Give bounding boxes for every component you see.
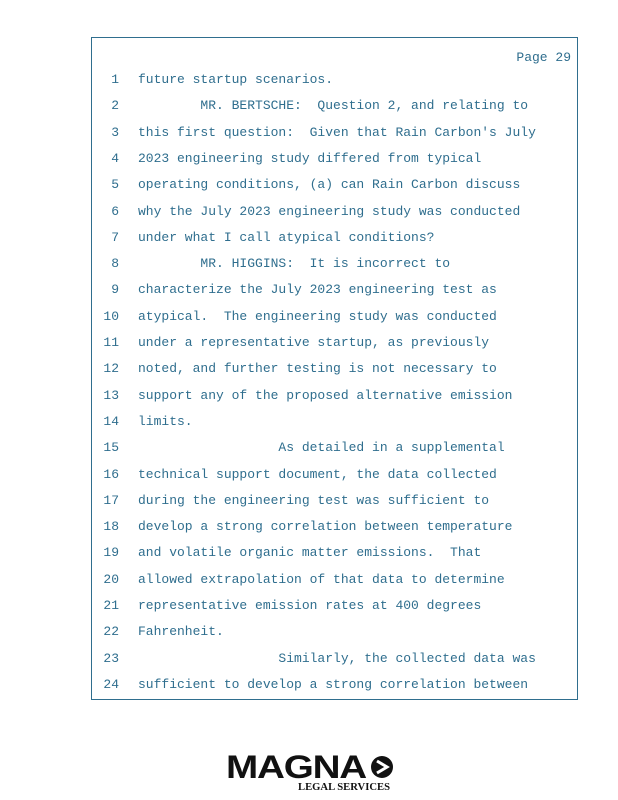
line-number: 19 bbox=[103, 545, 119, 561]
logo-wordmark: MAGNA bbox=[226, 750, 368, 785]
line-text: MR. BERTSCHE: Question 2, and relating to bbox=[138, 98, 529, 114]
line-number: 18 bbox=[103, 519, 119, 535]
line-text: 2023 engineering study differed from typical bbox=[138, 150, 482, 166]
transcript-line bbox=[92, 309, 577, 335]
transcript-line bbox=[92, 677, 577, 703]
line-text: representative emission rates at 400 degrees bbox=[138, 598, 482, 613]
line-text: limits. bbox=[138, 413, 193, 429]
transcript-line bbox=[92, 282, 577, 308]
line-text: MR. HIGGINS: It is incorrect to bbox=[138, 256, 451, 272]
line-number: 22 bbox=[103, 624, 119, 640]
line-number: 20 bbox=[103, 571, 119, 587]
line-number: 12 bbox=[103, 361, 119, 377]
transcript-page-frame bbox=[91, 37, 578, 700]
transcript-line bbox=[92, 467, 577, 493]
transcript-line bbox=[92, 98, 577, 124]
logo-tagline: LEGAL SERVICES bbox=[298, 782, 391, 792]
line-number: 6 bbox=[111, 203, 119, 219]
line-text: Similarly, the collected data was bbox=[138, 650, 536, 666]
line-text: Fahrenheit. bbox=[138, 624, 224, 640]
line-text: support any of the proposed alternative emission bbox=[138, 387, 513, 403]
line-number: 1 bbox=[111, 72, 119, 87]
line-number: 23 bbox=[103, 650, 119, 666]
transcript-line bbox=[92, 335, 577, 361]
line-number: 13 bbox=[103, 387, 119, 403]
line-text: operating conditions, (a) can Rain Carbon discuss bbox=[138, 177, 521, 193]
line-text: during the engineering test was sufficient to bbox=[138, 492, 490, 508]
line-number: 9 bbox=[111, 282, 119, 298]
line-text: why the July 2023 engineering study was conducted bbox=[138, 203, 521, 219]
transcript-line bbox=[92, 572, 577, 598]
line-number: 8 bbox=[111, 256, 119, 272]
page-number-label: Page 29 bbox=[516, 50, 571, 65]
line-text: under a representative startup, as previously bbox=[138, 335, 490, 350]
line-number: 4 bbox=[111, 150, 119, 166]
line-text: and volatile organic matter emissions. That bbox=[138, 545, 482, 561]
transcript-line bbox=[92, 125, 577, 151]
line-number: 21 bbox=[103, 598, 119, 613]
line-number: 14 bbox=[103, 413, 119, 429]
transcript-line bbox=[92, 598, 577, 624]
line-text: future startup scenarios. bbox=[138, 72, 334, 87]
transcript-line bbox=[92, 230, 577, 256]
line-number: 5 bbox=[111, 177, 119, 193]
magna-legal-services-logo bbox=[226, 750, 396, 792]
line-text: under what I call atypical conditions? bbox=[138, 229, 435, 245]
transcript-line bbox=[92, 177, 577, 203]
transcript-line bbox=[92, 414, 577, 440]
line-number: 3 bbox=[111, 124, 119, 140]
transcript-line bbox=[92, 388, 577, 414]
transcript-line bbox=[92, 440, 577, 466]
line-number: 15 bbox=[103, 440, 119, 456]
line-number: 7 bbox=[111, 229, 119, 245]
transcript-line bbox=[92, 519, 577, 545]
transcript-line bbox=[92, 493, 577, 519]
line-number: 2 bbox=[111, 98, 119, 114]
line-text: sufficient to develop a strong correlation between bbox=[138, 676, 529, 692]
transcript-line bbox=[92, 151, 577, 177]
line-text: noted, and further testing is not necessary to bbox=[138, 361, 497, 377]
line-text: characterize the July 2023 engineering test as bbox=[138, 282, 497, 298]
transcript-line bbox=[92, 624, 577, 650]
transcript-line bbox=[92, 204, 577, 230]
transcript-line bbox=[92, 545, 577, 571]
transcript-line bbox=[92, 361, 577, 387]
transcript-line bbox=[92, 72, 577, 98]
line-number: 10 bbox=[103, 308, 119, 324]
line-text: technical support document, the data collected bbox=[138, 466, 497, 482]
line-number: 16 bbox=[103, 466, 119, 482]
transcript-line bbox=[92, 651, 577, 677]
line-text: As detailed in a supplemental bbox=[138, 440, 505, 456]
transcript-line bbox=[92, 256, 577, 282]
line-number: 17 bbox=[103, 492, 119, 508]
line-number: 24 bbox=[103, 676, 119, 692]
line-text: allowed extrapolation of that data to determine bbox=[138, 571, 505, 587]
line-text: this first question: Given that Rain Carbon's July bbox=[138, 124, 536, 140]
line-text: atypical. The engineering study was conducted bbox=[138, 308, 497, 324]
line-text: develop a strong correlation between temperature bbox=[138, 519, 513, 535]
line-number: 11 bbox=[103, 335, 119, 350]
